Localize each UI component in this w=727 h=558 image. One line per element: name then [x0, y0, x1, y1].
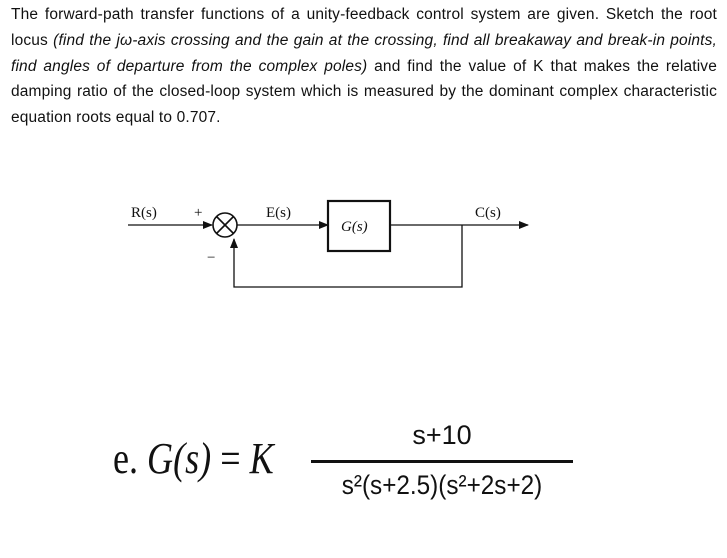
output-label: C(s): [475, 205, 501, 221]
transfer-function: [113, 418, 583, 518]
input-label: R(s): [131, 205, 157, 221]
fraction-bar: [311, 460, 573, 463]
plant-label: G(s): [341, 219, 368, 235]
problem-rest: and find the value of K that makes the relative damping ratio of the closed-loop system which is measured by the dominant complex characteristic equation roots equal to 0.707.: [11, 57, 717, 127]
error-label: E(s): [266, 205, 291, 221]
problem-intro: The forward-path transfer functions of a unity-feedback control system are given. Sketch the root locus: [11, 6, 717, 49]
minus-sign: −: [207, 250, 216, 266]
gain-symbol: K: [249, 434, 274, 483]
part-label: e.: [113, 434, 139, 483]
equals-sign: =: [220, 434, 241, 483]
summing-junction: [213, 213, 237, 237]
problem-instructions: (find the jω-axis crossing and the gain at the crossing, find all breakaway and break-in points, find angles of departure from the complex poles): [11, 31, 717, 75]
formula-lhs: [113, 434, 274, 484]
function-name: G(s): [147, 434, 212, 483]
formula-numerator: s+10: [412, 420, 472, 450]
plus-sign: +: [194, 205, 203, 221]
formula-denominator: s²(s+2.5)(s²+2s+2): [341, 470, 543, 500]
